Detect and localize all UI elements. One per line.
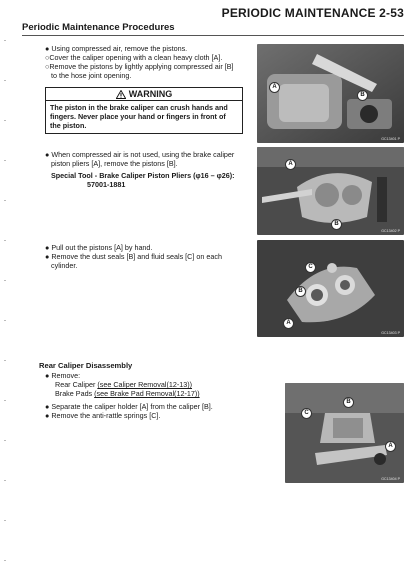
remove-item-rear-caliper bbox=[45, 380, 213, 389]
callout-a: A bbox=[283, 318, 294, 329]
instruction-block-seals bbox=[45, 243, 222, 270]
instruction-line: ● Remove the anti-rattle springs [C]. bbox=[45, 411, 161, 420]
instruction-line: ● Separate the caliper holder [A] from the caliper [B]. bbox=[45, 402, 213, 411]
callout-b: B bbox=[331, 219, 342, 230]
callout-a: A bbox=[269, 82, 280, 93]
instruction-line: to the hose joint opening. bbox=[51, 71, 132, 80]
special-tool-number: 57001-1881 bbox=[87, 180, 126, 189]
photo-code: GC13401 P bbox=[381, 137, 400, 141]
warning-header bbox=[46, 88, 242, 101]
instruction-block-pliers bbox=[45, 150, 235, 189]
photo-code: GC13404 P bbox=[381, 477, 400, 481]
warning-line: fingers. Never place your hand or fingers in front of bbox=[50, 112, 226, 121]
page-edge-marks bbox=[4, 0, 7, 588]
instruction-line: ● Using compressed air, remove the pistons. bbox=[45, 44, 188, 53]
special-tool-line: Special Tool - Brake Caliper Piston Pliers (φ16 – φ26): bbox=[51, 171, 235, 180]
warning-body bbox=[46, 101, 242, 132]
remove-item-brake-pads bbox=[45, 389, 213, 398]
photo-rear-caliper bbox=[285, 383, 404, 483]
instruction-line: piston pliers [A], remove the pistons [B]. bbox=[51, 159, 178, 168]
instruction-line: ● Remove the dust seals [B] and fluid seals [C] on each bbox=[45, 252, 222, 261]
callout-a: A bbox=[385, 441, 396, 452]
instruction-line: ● Pull out the pistons [A] by hand. bbox=[45, 243, 153, 252]
callout-b: B bbox=[343, 397, 354, 408]
section-divider bbox=[22, 35, 404, 36]
warning-triangle-icon bbox=[116, 90, 126, 99]
warning-title: WARNING bbox=[128, 89, 173, 99]
warning-line: The piston in the brake caliper can crush hands and bbox=[50, 103, 228, 112]
rear-caliper-instructions bbox=[45, 371, 213, 420]
photo-caliper-compressed-air-image bbox=[257, 44, 404, 143]
photo-code: GC13403 P bbox=[381, 331, 400, 335]
callout-b: B bbox=[295, 286, 306, 297]
instruction-line: ● Remove: bbox=[45, 371, 81, 380]
callout-c: C bbox=[301, 408, 312, 419]
photo-piston-pliers bbox=[257, 147, 404, 235]
photo-dust-fluid-seals bbox=[257, 240, 404, 337]
remove-item-text: Brake Pads bbox=[55, 389, 95, 398]
warning-line: the piston. bbox=[50, 121, 87, 130]
callout-a: A bbox=[285, 159, 296, 170]
rear-caliper-disassembly-title: Rear Caliper Disassembly bbox=[39, 361, 133, 370]
photo-caliper-compressed-air bbox=[257, 44, 404, 143]
callout-c: C bbox=[305, 262, 316, 273]
warning-box bbox=[45, 87, 243, 134]
remove-item-text: Rear Caliper bbox=[55, 380, 98, 389]
page-header-title: PERIODIC MAINTENANCE 2-53 bbox=[221, 6, 404, 20]
instruction-line: ○Cover the caliper opening with a clean heavy cloth [A]. bbox=[45, 53, 223, 62]
instruction-line: ● When compressed air is not used, using the brake caliper bbox=[45, 150, 235, 159]
instruction-line: cylinder. bbox=[51, 261, 78, 270]
photo-dust-fluid-seals-image bbox=[257, 240, 404, 337]
brake-pad-removal-link[interactable]: (see Brake Pad Removal(12-17)) bbox=[94, 389, 200, 398]
caliper-removal-link[interactable]: (see Caliper Removal(12-13)) bbox=[97, 380, 193, 389]
instruction-line: ○Remove the pistons by lightly applying compressed air [B] bbox=[45, 62, 234, 71]
instruction-block-pistons bbox=[45, 44, 234, 80]
photo-code: GC13402 P bbox=[381, 229, 400, 233]
callout-b: B bbox=[357, 90, 368, 101]
section-title: Periodic Maintenance Procedures bbox=[22, 22, 175, 33]
